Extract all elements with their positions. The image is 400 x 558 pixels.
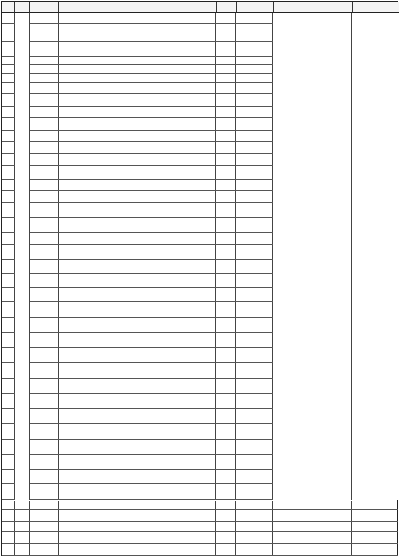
row-number xyxy=(2,363,15,377)
salary-cell xyxy=(236,57,273,65)
headcount-cell xyxy=(216,107,236,117)
row-number xyxy=(2,440,15,454)
header-salary xyxy=(237,2,274,13)
headcount-cell xyxy=(216,484,236,499)
position-cell xyxy=(30,245,59,259)
salary-cell xyxy=(236,424,273,438)
headcount-cell xyxy=(216,118,236,130)
headcount-cell xyxy=(216,274,236,287)
position-cell xyxy=(30,233,59,243)
table-row xyxy=(2,522,398,532)
header-company xyxy=(15,2,30,13)
row-number xyxy=(2,42,15,55)
company-name xyxy=(15,13,30,500)
salary-cell xyxy=(236,24,273,41)
position-cell xyxy=(30,318,59,332)
salary-cell xyxy=(236,333,273,347)
salary-cell xyxy=(236,484,273,499)
salary-cell xyxy=(236,74,273,82)
headcount-cell xyxy=(216,42,236,55)
headcount-cell xyxy=(216,288,236,301)
requirements-cell xyxy=(59,118,217,130)
location-cell xyxy=(273,522,352,531)
contact-cell xyxy=(352,532,398,543)
salary-cell xyxy=(236,260,273,273)
row-number xyxy=(2,274,15,287)
position-cell xyxy=(30,544,59,555)
position-cell xyxy=(30,348,59,362)
requirements-cell xyxy=(59,302,217,316)
headcount-cell xyxy=(216,65,236,73)
salary-cell xyxy=(236,274,273,287)
headcount-cell xyxy=(216,394,236,408)
position-cell xyxy=(30,74,59,82)
requirements-cell xyxy=(59,42,217,55)
location-cell xyxy=(273,544,352,555)
row-number xyxy=(2,302,15,316)
headcount-cell xyxy=(216,424,236,438)
salary-cell xyxy=(236,544,273,555)
row-number xyxy=(2,470,15,483)
salary-cell xyxy=(236,166,273,179)
requirements-cell xyxy=(59,191,217,201)
requirements-cell xyxy=(59,455,217,469)
row-number xyxy=(2,484,15,499)
position-cell xyxy=(30,424,59,438)
requirements-cell xyxy=(59,532,217,543)
requirements-cell xyxy=(59,470,217,483)
salary-cell xyxy=(236,180,273,190)
position-cell xyxy=(30,180,59,190)
salary-cell xyxy=(236,522,273,531)
requirements-cell xyxy=(59,166,217,179)
location-cell xyxy=(273,510,352,521)
requirements-cell xyxy=(59,363,217,377)
row-number xyxy=(2,203,15,217)
salary-cell xyxy=(236,233,273,243)
headcount-cell xyxy=(216,470,236,483)
company-cell xyxy=(15,510,30,521)
company-cell xyxy=(15,522,30,531)
headcount-cell xyxy=(216,522,236,531)
row-number xyxy=(2,65,15,73)
row-number xyxy=(2,544,15,555)
position-cell xyxy=(30,191,59,201)
row-number xyxy=(2,455,15,469)
salary-cell xyxy=(236,510,273,521)
salary-cell xyxy=(236,65,273,73)
salary-cell xyxy=(236,470,273,483)
requirements-cell xyxy=(59,522,217,531)
position-cell xyxy=(30,394,59,408)
headcount-cell xyxy=(216,455,236,469)
row-number xyxy=(2,318,15,332)
headcount-cell xyxy=(216,333,236,347)
table-row xyxy=(2,501,398,511)
row-number xyxy=(2,510,15,521)
salary-cell xyxy=(236,394,273,408)
salary-cell xyxy=(236,455,273,469)
row-number xyxy=(2,333,15,347)
contact-info xyxy=(352,13,398,500)
requirements-cell xyxy=(59,501,217,510)
position-cell xyxy=(30,83,59,93)
row-number xyxy=(2,218,15,232)
headcount-cell xyxy=(216,409,236,423)
position-cell xyxy=(30,107,59,117)
salary-cell xyxy=(236,379,273,393)
requirements-cell xyxy=(59,260,217,273)
row-number xyxy=(2,233,15,243)
salary-cell xyxy=(236,245,273,259)
row-number xyxy=(2,107,15,117)
requirements-cell xyxy=(59,288,217,301)
salary-cell xyxy=(236,348,273,362)
requirements-cell xyxy=(59,544,217,555)
position-cell xyxy=(30,484,59,499)
row-number xyxy=(2,191,15,201)
requirements-cell xyxy=(59,484,217,499)
requirements-cell xyxy=(59,394,217,408)
row-number xyxy=(2,522,15,531)
contact-cell xyxy=(352,501,398,510)
requirements-cell xyxy=(59,13,217,23)
headcount-cell xyxy=(216,510,236,521)
headcount-cell xyxy=(216,57,236,65)
headcount-cell xyxy=(216,180,236,190)
position-cell xyxy=(30,470,59,483)
headcount-cell xyxy=(216,166,236,179)
requirements-cell xyxy=(59,440,217,454)
headcount-cell xyxy=(216,501,236,510)
position-cell xyxy=(30,274,59,287)
requirements-cell xyxy=(59,348,217,362)
position-cell xyxy=(30,260,59,273)
salary-cell xyxy=(236,288,273,301)
position-cell xyxy=(30,409,59,423)
headcount-cell xyxy=(216,363,236,377)
row-number xyxy=(2,131,15,141)
header-count xyxy=(217,2,237,13)
row-number xyxy=(2,118,15,130)
salary-cell xyxy=(236,83,273,93)
position-cell xyxy=(30,166,59,179)
row-number xyxy=(2,288,15,301)
row-number xyxy=(2,245,15,259)
contact-cell xyxy=(352,522,398,531)
row-number xyxy=(2,74,15,82)
row-number xyxy=(2,142,15,153)
requirements-cell xyxy=(59,510,217,521)
headcount-cell xyxy=(216,191,236,201)
requirements-cell xyxy=(59,318,217,332)
headcount-cell xyxy=(216,24,236,41)
headcount-cell xyxy=(216,379,236,393)
header-position xyxy=(30,2,59,13)
contact-cell xyxy=(352,510,398,521)
row-number xyxy=(2,83,15,93)
position-cell xyxy=(30,302,59,316)
requirements-cell xyxy=(59,83,217,93)
requirements-cell xyxy=(59,131,217,141)
headcount-cell xyxy=(216,83,236,93)
row-number xyxy=(2,379,15,393)
position-cell xyxy=(30,131,59,141)
requirements-cell xyxy=(59,74,217,82)
salary-cell xyxy=(236,501,273,510)
salary-cell xyxy=(236,154,273,165)
requirements-cell xyxy=(59,154,217,165)
headcount-cell xyxy=(216,13,236,23)
headcount-cell xyxy=(216,203,236,217)
salary-cell xyxy=(236,191,273,201)
row-number xyxy=(2,57,15,65)
salary-cell xyxy=(236,440,273,454)
recruitment-table xyxy=(1,1,398,556)
requirements-cell xyxy=(59,94,217,106)
row-number xyxy=(2,424,15,438)
requirements-cell xyxy=(59,180,217,190)
headcount-cell xyxy=(216,260,236,273)
position-cell xyxy=(30,218,59,232)
salary-cell xyxy=(236,118,273,130)
salary-cell xyxy=(236,94,273,106)
contact-cell xyxy=(352,544,398,555)
position-cell xyxy=(30,455,59,469)
table-row xyxy=(2,510,398,522)
headcount-cell xyxy=(216,544,236,555)
requirements-cell xyxy=(59,24,217,41)
requirements-cell xyxy=(59,379,217,393)
salary-cell xyxy=(236,13,273,23)
position-cell xyxy=(30,203,59,217)
position-cell xyxy=(30,333,59,347)
header-no xyxy=(2,2,15,13)
requirements-cell xyxy=(59,333,217,347)
row-number xyxy=(2,154,15,165)
requirements-cell xyxy=(59,245,217,259)
position-cell xyxy=(30,142,59,153)
position-cell xyxy=(30,57,59,65)
position-cell xyxy=(30,288,59,301)
position-cell xyxy=(30,118,59,130)
salary-cell xyxy=(236,203,273,217)
row-number xyxy=(2,24,15,41)
row-number xyxy=(2,13,15,23)
position-cell xyxy=(30,379,59,393)
position-cell xyxy=(30,522,59,531)
work-location xyxy=(273,13,352,500)
salary-cell xyxy=(236,218,273,232)
position-cell xyxy=(30,65,59,73)
position-cell xyxy=(30,42,59,55)
row-number xyxy=(2,394,15,408)
headcount-cell xyxy=(216,154,236,165)
headcount-cell xyxy=(216,532,236,543)
headcount-cell xyxy=(216,74,236,82)
headcount-cell xyxy=(216,142,236,153)
salary-cell xyxy=(236,42,273,55)
header-location xyxy=(274,2,353,13)
requirements-cell xyxy=(59,233,217,243)
headcount-cell xyxy=(216,440,236,454)
row-number xyxy=(2,409,15,423)
requirements-cell xyxy=(59,107,217,117)
requirements-cell xyxy=(59,274,217,287)
position-cell xyxy=(30,24,59,41)
headcount-cell xyxy=(216,348,236,362)
row-number xyxy=(2,180,15,190)
headcount-cell xyxy=(216,233,236,243)
row-number xyxy=(2,166,15,179)
row-number xyxy=(2,348,15,362)
table-row xyxy=(2,532,398,544)
row-number xyxy=(2,501,15,510)
headcount-cell xyxy=(216,94,236,106)
position-cell xyxy=(30,501,59,510)
company-cell xyxy=(15,544,30,555)
requirements-cell xyxy=(59,65,217,73)
position-cell xyxy=(30,440,59,454)
table-header xyxy=(2,2,399,13)
salary-cell xyxy=(236,318,273,332)
headcount-cell xyxy=(216,302,236,316)
position-cell xyxy=(30,13,59,23)
salary-cell xyxy=(236,107,273,117)
salary-cell xyxy=(236,409,273,423)
position-cell xyxy=(30,532,59,543)
position-cell xyxy=(30,510,59,521)
company-cell xyxy=(15,501,30,510)
header-requirements xyxy=(59,2,217,13)
salary-cell xyxy=(236,142,273,153)
location-cell xyxy=(273,501,352,510)
salary-cell xyxy=(236,532,273,543)
position-cell xyxy=(30,363,59,377)
requirements-cell xyxy=(59,424,217,438)
requirements-cell xyxy=(59,57,217,65)
location-cell xyxy=(273,532,352,543)
position-cell xyxy=(30,94,59,106)
requirements-cell xyxy=(59,203,217,217)
salary-cell xyxy=(236,131,273,141)
row-number xyxy=(2,94,15,106)
header-contact xyxy=(353,2,399,13)
table-row xyxy=(2,544,398,556)
headcount-cell xyxy=(216,245,236,259)
requirements-cell xyxy=(59,218,217,232)
headcount-cell xyxy=(216,218,236,232)
headcount-cell xyxy=(216,318,236,332)
headcount-cell xyxy=(216,131,236,141)
row-number xyxy=(2,260,15,273)
requirements-cell xyxy=(59,409,217,423)
row-number xyxy=(2,532,15,543)
salary-cell xyxy=(236,363,273,377)
salary-cell xyxy=(236,302,273,316)
position-cell xyxy=(30,154,59,165)
company-cell xyxy=(15,532,30,543)
requirements-cell xyxy=(59,142,217,153)
